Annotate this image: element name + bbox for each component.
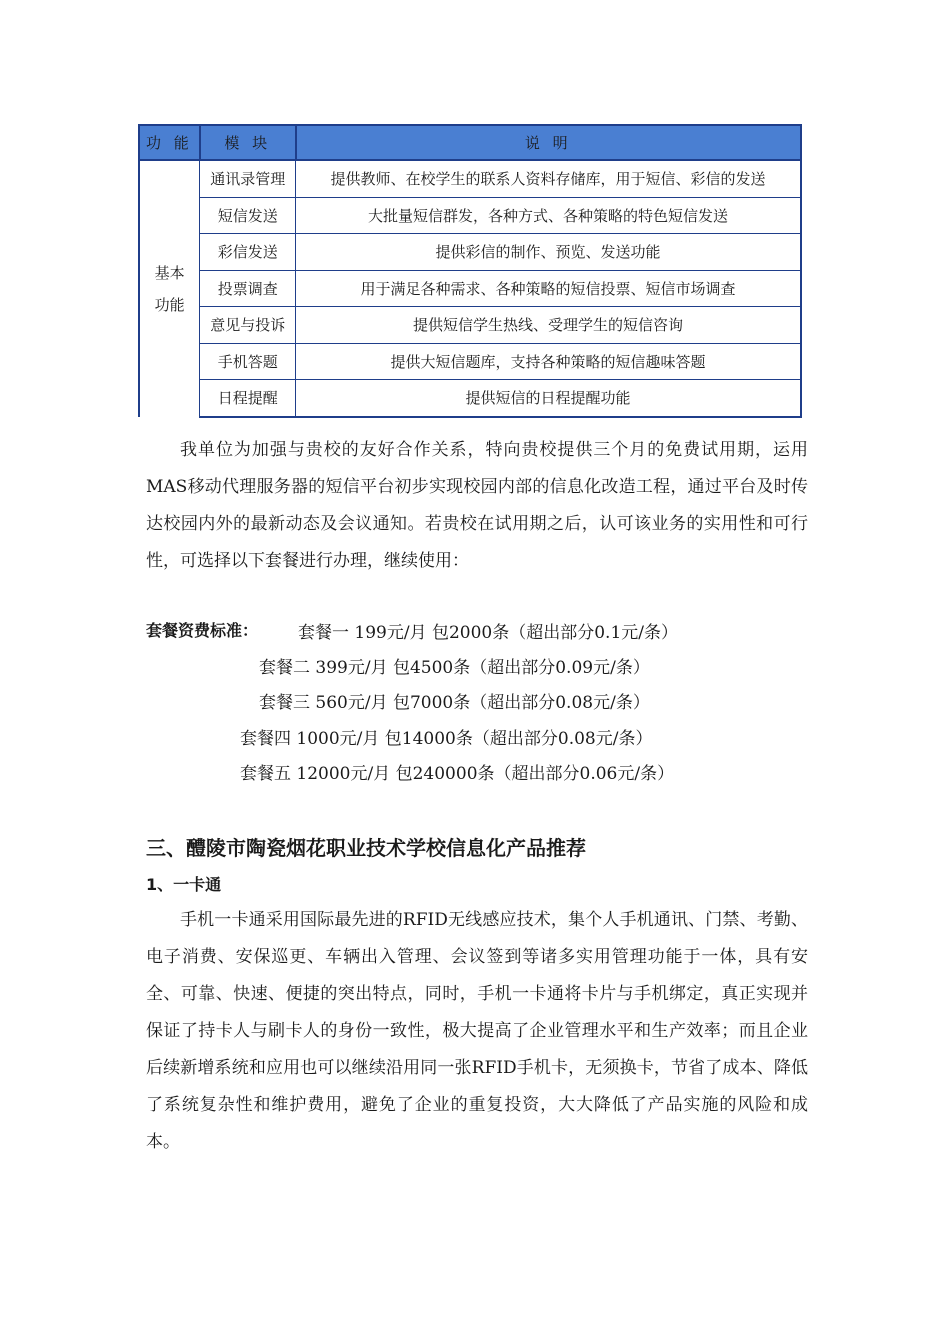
module-cell: 彩信发送 <box>200 234 296 271</box>
table-row <box>139 343 801 380</box>
description-cell: 大批量短信群发，各种方式、各种策略的特色短信发送 <box>296 197 801 234</box>
table-row <box>139 270 801 307</box>
table-row <box>139 380 801 417</box>
header-description: 说 明 <box>296 125 801 160</box>
header-function: 功 能 <box>139 125 200 160</box>
intro-paragraph <box>146 432 808 580</box>
module-cell: 通讯录管理 <box>200 160 296 197</box>
table-row <box>139 234 801 271</box>
table-header-row <box>139 125 801 160</box>
category-line-1: 基本 <box>154 263 185 282</box>
intro-text: 我单位为加强与贵校的友好合作关系，特向贵校提供三个月的免费试用期，运用MAS移动代理服务器的短信平台初步实现校园内部的信息化改造工程，通过平台及时传达校园内外的最新动态及会议通知。若贵校在试用期之后，认可该业务的实用性和可行性，可选择以下套餐进行办理，继续使用： <box>146 440 808 571</box>
category-cell <box>139 160 200 417</box>
plan-item: 套餐三 560元/月 包7000条（超出部分0.08元/条） <box>259 693 650 713</box>
module-cell: 意见与投诉 <box>200 307 296 344</box>
module-cell: 手机答题 <box>200 343 296 380</box>
table-row <box>139 197 801 234</box>
plan-item: 套餐四 1000元/月 包14000条（超出部分0.08元/条） <box>240 729 653 749</box>
module-cell: 投票调查 <box>200 270 296 307</box>
plan-item: 套餐一 199元/月 包2000条（超出部分0.1元/条） <box>298 623 679 643</box>
card-text: 手机一卡通采用国际最先进的RFID无线感应技术，集个人手机通讯、门禁、考勤、电子消费、安保巡更、车辆出入管理、会议签到等诸多实用管理功能于一体，具有安全、可靠、快速、便捷的突出特点，同时，手机一卡通将卡片与手机绑定，真正实现并保证了持卡人与刷卡人的身份一致性，极大提高了企业管理水平和生产效率；而且企业后续新增系统和应用也可以继续沿用同一张RFID手机卡，无须换卡，节省了成本、降低了系统复杂性和维护费用，避免了企业的重复投资，大大降低了产品实施的风险和成本。 <box>146 910 808 1152</box>
plan-item: 套餐五 12000元/月 包240000条（超出部分0.06元/条） <box>240 764 675 784</box>
category-line-2: 功能 <box>154 295 185 314</box>
header-module: 模 块 <box>200 125 296 160</box>
plans-heading <box>146 618 258 641</box>
description-cell: 提供大短信题库，支持各种策略的短信趣味答题 <box>296 343 801 380</box>
table-row <box>139 160 801 197</box>
plan-item: 套餐二 399元/月 包4500条（超出部分0.09元/条） <box>259 658 650 678</box>
module-cell: 日程提醒 <box>200 380 296 417</box>
description-cell: 提供教师、在校学生的联系人资料存储库，用于短信、彩信的发送 <box>296 160 801 197</box>
description-cell: 提供彩信的制作、预览、发送功能 <box>296 234 801 271</box>
description-cell: 用于满足各种需求、各种策略的短信投票、短信市场调查 <box>296 270 801 307</box>
description-cell: 提供短信学生热线、受理学生的短信咨询 <box>296 307 801 344</box>
module-cell: 短信发送 <box>200 197 296 234</box>
description-cell: 提供短信的日程提醒功能 <box>296 380 801 417</box>
card-paragraph <box>146 902 808 1161</box>
section-title: 三、醴陵市陶瓷烟花职业技术学校信息化产品推荐 <box>146 836 586 860</box>
plans-label: 套餐资费标准： <box>146 621 259 640</box>
table-row <box>139 307 801 344</box>
subsection-title: 1、一卡通 <box>146 875 222 894</box>
feature-table <box>138 124 802 418</box>
